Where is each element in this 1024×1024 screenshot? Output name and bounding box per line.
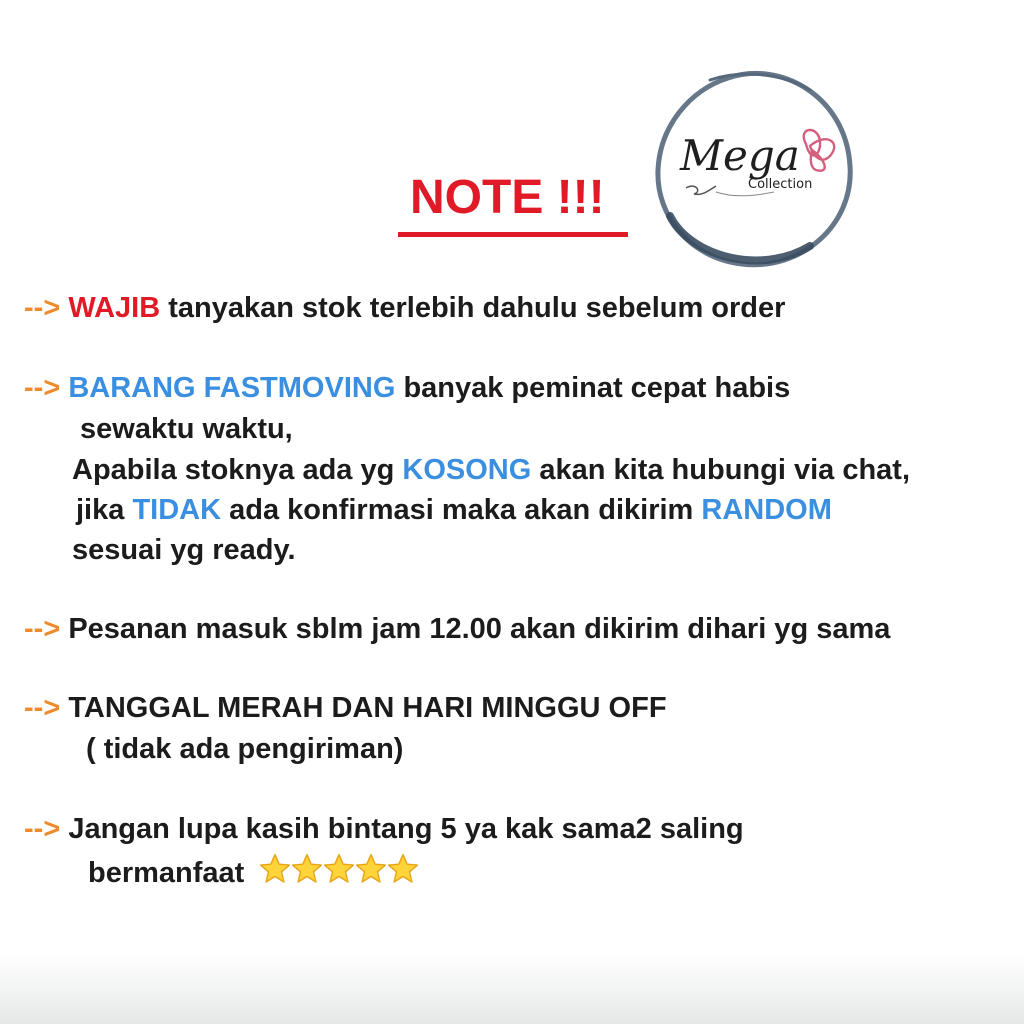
note-2-keyword-random: RANDOM	[701, 494, 832, 526]
arrow-icon: -->	[24, 813, 61, 845]
star-emoji-icon	[258, 852, 292, 886]
star-emoji-icon	[322, 852, 356, 886]
bottom-gradient	[0, 954, 1024, 1024]
note-1-keyword: WAJIB	[68, 292, 161, 324]
note-5	[24, 813, 744, 846]
note-5-text: Jangan lupa kasih bintang 5 ya kak sama2 saling	[68, 813, 744, 845]
note-2-keyword: BARANG FASTMOVING	[68, 372, 396, 404]
note-5-line-2-text: bermanfaat	[88, 857, 245, 889]
note-2-line-3-text-a: Apabila stoknya ada yg	[72, 454, 395, 486]
note-4-text: TANGGAL MERAH DAN HARI MINGGU OFF	[68, 692, 667, 724]
note-4-line-2: ( tidak ada pengiriman)	[86, 733, 404, 765]
logo-caption-text: Collection	[748, 177, 813, 192]
logo-script-text: Mega	[680, 131, 800, 180]
note-2-line-4	[76, 494, 832, 527]
note-2-line-4-text-b: ada konfirmasi maka akan dikirim	[229, 494, 694, 526]
note-2-keyword-kosong: KOSONG	[402, 454, 532, 486]
note-1	[24, 292, 785, 325]
arrow-icon: -->	[24, 613, 61, 645]
butterfly-icon	[804, 130, 834, 171]
note-2-line-3	[72, 454, 910, 487]
note-4	[24, 692, 667, 725]
note-1-text: tanyakan stok terlebih dahulu sebelum order	[168, 292, 786, 324]
note-2-line-5: sesuai yg ready.	[72, 534, 296, 566]
note-2-keyword-tidak: TIDAK	[132, 494, 222, 526]
note-2-line-4-text-a: jika	[76, 494, 125, 526]
star-rating	[258, 852, 418, 894]
page-title: NOTE !!!	[410, 171, 605, 224]
note-3	[24, 613, 890, 646]
mega-collection-logo	[650, 66, 860, 276]
arrow-icon: -->	[24, 692, 61, 724]
note-2-line-3-text-b: akan kita hubungi via chat,	[539, 454, 911, 486]
note-5-line-2	[88, 852, 418, 894]
title-underline	[398, 232, 628, 237]
arrow-icon: -->	[24, 372, 61, 404]
note-3-text: Pesanan masuk sblm jam 12.00 akan dikirim dihari yg sama	[68, 613, 891, 645]
note-2-line-2: sewaktu waktu,	[80, 413, 293, 445]
star-emoji-icon	[290, 852, 324, 886]
note-2	[24, 372, 790, 405]
arrow-icon: -->	[24, 292, 61, 324]
star-emoji-icon	[386, 852, 420, 886]
star-emoji-icon	[354, 852, 388, 886]
note-2-text: banyak peminat cepat habis	[403, 372, 791, 404]
